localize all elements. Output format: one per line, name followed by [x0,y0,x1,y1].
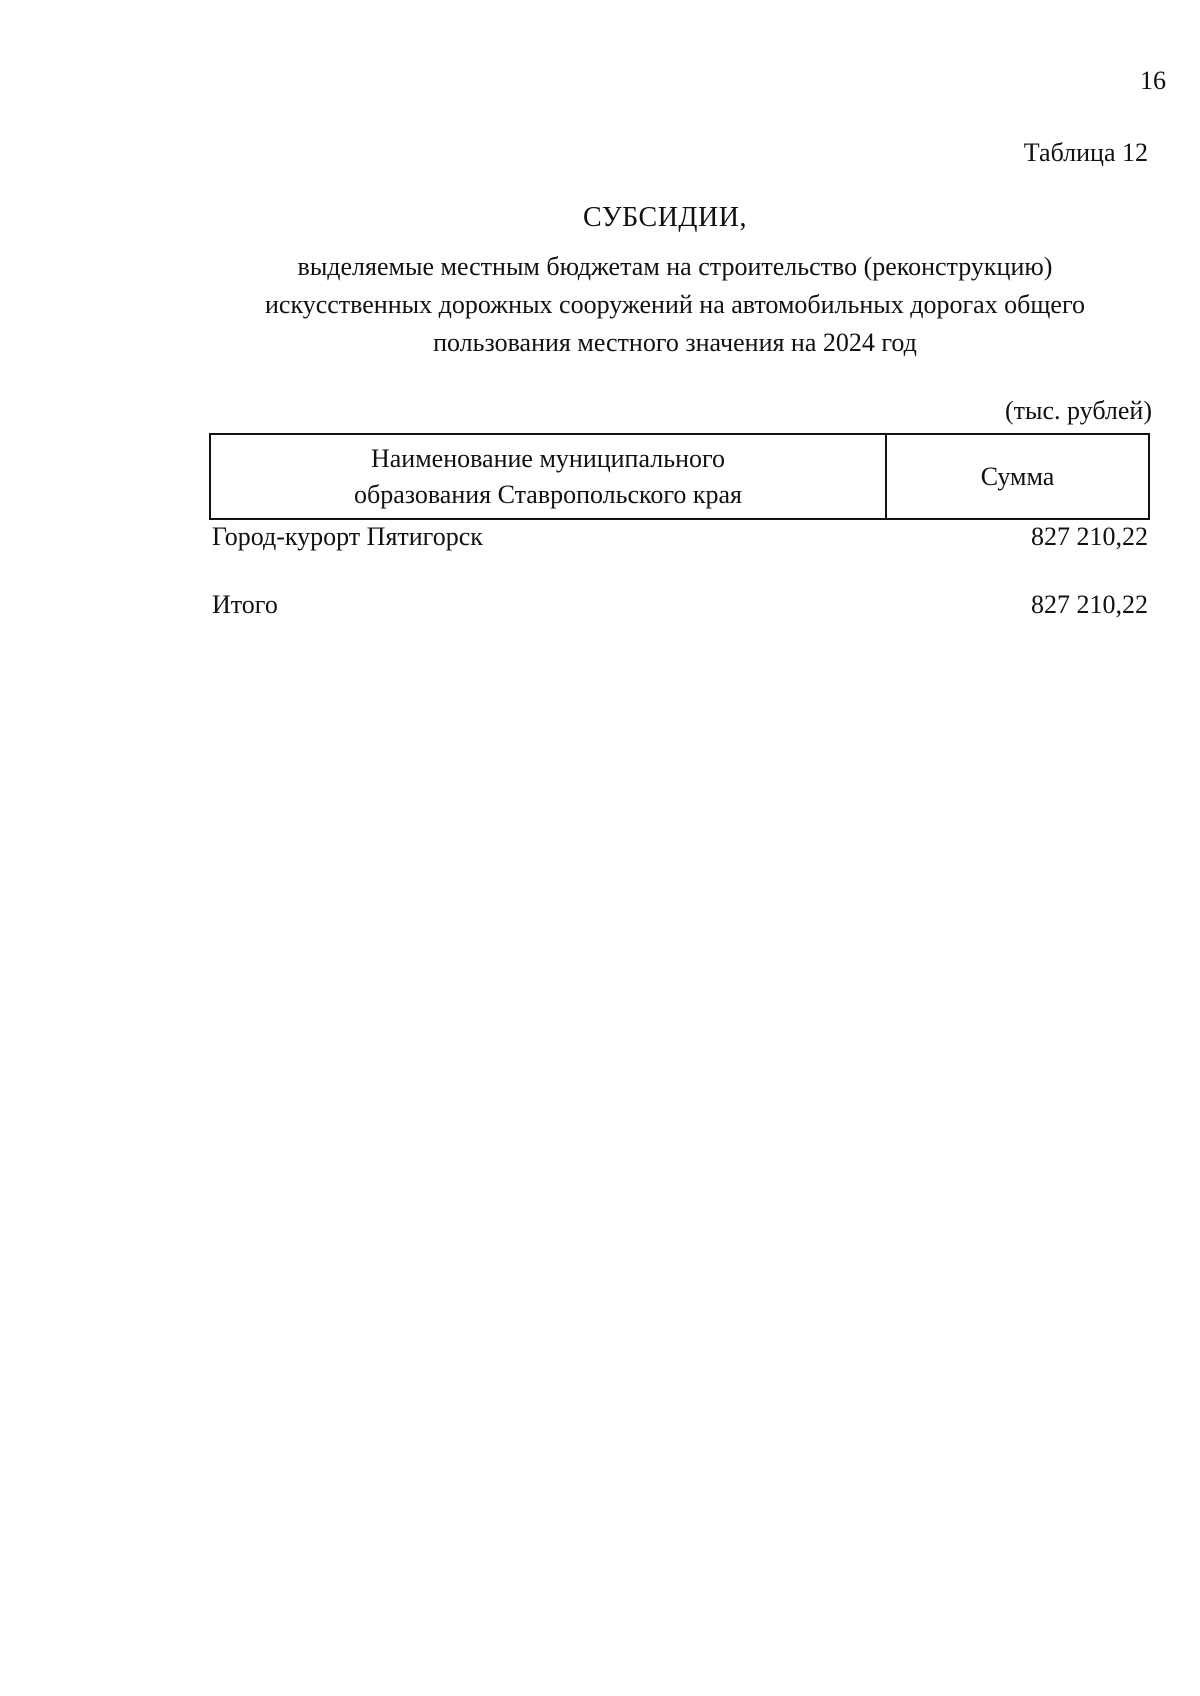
subtitle-line-3: пользования местного значения на 2024 год [433,328,917,357]
document-subtitle [200,248,1150,362]
total-sum: 827 210,22 [1031,590,1148,619]
header-municipality-line-1: Наименование муниципального [370,443,726,473]
table-row [212,522,1148,552]
table-header [209,433,1150,520]
row-municipality: Город-курорт Пятигорск [212,522,483,551]
header-municipality-line-2: образования Ставропольского края [353,479,743,509]
total-row [212,590,1148,620]
row-sum: 827 210,22 [1031,522,1148,551]
header-sum: Сумма [980,461,1055,491]
total-label: Итого [212,590,278,619]
document-title: СУБСИДИИ, [583,202,747,233]
header-municipality [211,435,887,518]
table-label: Таблица 12 [1023,138,1148,167]
subtitle-line-2: искусственных дорожных сооружений на автомобильных дорогах общего [264,290,1085,319]
subtitle-line-1: выделяемые местным бюджетам на строительство (реконструкцию) [297,252,1053,281]
page-number: 16 [1140,66,1166,95]
units-label: (тыс. рублей) [1004,396,1152,425]
